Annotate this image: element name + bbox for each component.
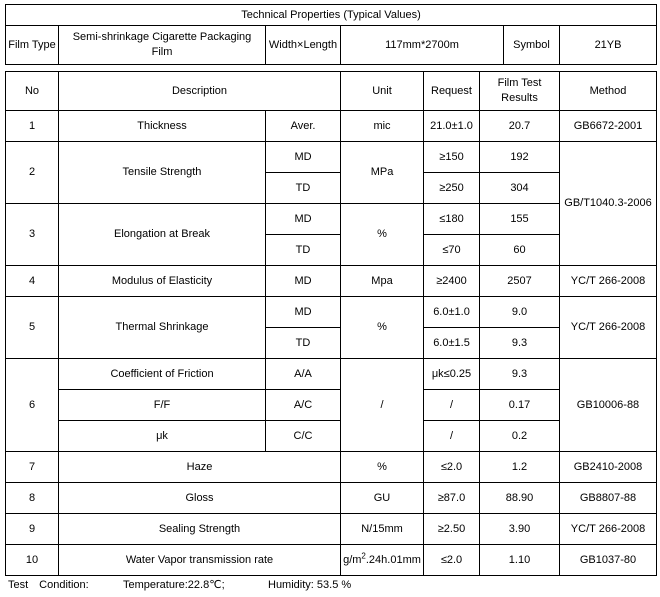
header-unit: Unit <box>341 72 424 111</box>
row-request: 21.0±1.0 <box>424 111 480 142</box>
row-request: / <box>424 390 480 421</box>
row-unit: N/15mm <box>341 514 424 545</box>
table-row <box>6 421 657 452</box>
row-result: 3.90 <box>480 514 560 545</box>
row-result: 88.90 <box>480 483 560 514</box>
row-result: 304 <box>480 173 560 204</box>
row-method: YC/T 266-2008 <box>560 514 657 545</box>
table-row <box>6 111 657 142</box>
row-request: ≥2.50 <box>424 514 480 545</box>
row-result: 1.10 <box>480 545 560 576</box>
properties-table <box>5 71 657 576</box>
row-method: GB/T1040.3-2006 <box>560 142 657 266</box>
header-results: Film Test Results <box>480 72 560 111</box>
table-row <box>6 266 657 297</box>
table-row <box>6 390 657 421</box>
row-sub: TD <box>266 328 341 359</box>
unit-exponent: 2 <box>361 550 366 560</box>
row-unit: GU <box>341 483 424 514</box>
row-method: GB10006-88 <box>560 359 657 452</box>
row-request: 6.0±1.0 <box>424 297 480 328</box>
row-method: GB2410-2008 <box>560 452 657 483</box>
row-description: μk <box>59 421 266 452</box>
row-result: 0.17 <box>480 390 560 421</box>
row-description: Elongation at Break <box>59 204 266 266</box>
row-unit: / <box>341 359 424 452</box>
table-row <box>6 359 657 390</box>
row-request: ≥150 <box>424 142 480 173</box>
row-sub: MD <box>266 204 341 235</box>
table-row <box>6 514 657 545</box>
row-result: 192 <box>480 142 560 173</box>
row-description: Modulus of Elasticity <box>59 266 266 297</box>
row-result: 2507 <box>480 266 560 297</box>
row-description: Gloss <box>59 483 341 514</box>
row-number: 4 <box>6 266 59 297</box>
row-unit <box>341 545 424 576</box>
row-request: ≤180 <box>424 204 480 235</box>
table-row <box>6 204 657 235</box>
row-description: Water Vapor transmission rate <box>59 545 341 576</box>
row-method: YC/T 266-2008 <box>560 266 657 297</box>
row-result: 9.0 <box>480 297 560 328</box>
row-number: 10 <box>6 545 59 576</box>
row-result: 9.3 <box>480 328 560 359</box>
header-no: No <box>6 72 59 111</box>
row-request: ≥87.0 <box>424 483 480 514</box>
film-type-label: Film Type <box>6 26 59 65</box>
header-info-table <box>5 4 657 65</box>
header-description: Description <box>59 72 341 111</box>
row-number: 7 <box>6 452 59 483</box>
row-sub: C/C <box>266 421 341 452</box>
dimension-label: Width×Length <box>266 26 341 65</box>
row-sub: MD <box>266 297 341 328</box>
row-method: YC/T 266-2008 <box>560 297 657 359</box>
temperature-value: Temperature:22.8℃; <box>123 579 225 591</box>
table-row <box>6 545 657 576</box>
row-sub: MD <box>266 142 341 173</box>
header-request: Request <box>424 72 480 111</box>
row-description: F/F <box>59 390 266 421</box>
row-request: ≥2400 <box>424 266 480 297</box>
test-condition-label: Test Condition: <box>8 579 89 591</box>
row-description: Sealing Strength <box>59 514 341 545</box>
table-row <box>6 297 657 328</box>
row-number: 8 <box>6 483 59 514</box>
row-number: 6 <box>6 359 59 452</box>
table-row <box>6 483 657 514</box>
row-number: 2 <box>6 142 59 204</box>
dimension-value: 117mm*2700m <box>341 26 504 65</box>
row-description: Haze <box>59 452 341 483</box>
row-sub: TD <box>266 235 341 266</box>
row-method: GB1037-80 <box>560 545 657 576</box>
row-description: Thermal Shrinkage <box>59 297 266 359</box>
row-request: / <box>424 421 480 452</box>
row-unit: % <box>341 452 424 483</box>
header-method: Method <box>560 72 657 111</box>
row-result: 1.2 <box>480 452 560 483</box>
row-request: ≥250 <box>424 173 480 204</box>
row-number: 9 <box>6 514 59 545</box>
row-number: 3 <box>6 204 59 266</box>
row-result: 60 <box>480 235 560 266</box>
row-sub: Aver. <box>266 111 341 142</box>
row-unit: % <box>341 297 424 359</box>
table-row <box>6 452 657 483</box>
symbol-label: Symbol <box>504 26 560 65</box>
row-result: 0.2 <box>480 421 560 452</box>
row-unit: Mpa <box>341 266 424 297</box>
table-row <box>6 142 657 173</box>
row-request: ≤70 <box>424 235 480 266</box>
row-number: 1 <box>6 111 59 142</box>
row-request: μk≤0.25 <box>424 359 480 390</box>
row-request: ≤2.0 <box>424 545 480 576</box>
film-type-value: Semi-shrinkage Cigarette Packaging Film <box>59 26 266 65</box>
row-unit: MPa <box>341 142 424 204</box>
row-description: Coefficient of Friction <box>59 359 266 390</box>
row-method: GB8807-88 <box>560 483 657 514</box>
row-sub: A/C <box>266 390 341 421</box>
row-number: 5 <box>6 297 59 359</box>
row-method: GB6672-2001 <box>560 111 657 142</box>
row-request: 6.0±1.5 <box>424 328 480 359</box>
row-result: 155 <box>480 204 560 235</box>
row-result: 20.7 <box>480 111 560 142</box>
row-result: 9.3 <box>480 359 560 390</box>
row-description: Thickness <box>59 111 266 142</box>
symbol-value: 21YB <box>560 26 657 65</box>
humidity-value: Humidity: 53.5 % <box>268 579 352 591</box>
unit-base: g/m <box>343 553 362 566</box>
row-sub: A/A <box>266 359 341 390</box>
row-unit: % <box>341 204 424 266</box>
row-sub: TD <box>266 173 341 204</box>
header-row <box>6 72 657 111</box>
table-title: Technical Properties (Typical Values) <box>6 5 657 26</box>
row-sub: MD <box>266 266 341 297</box>
row-unit: mic <box>341 111 424 142</box>
row-request: ≤2.0 <box>424 452 480 483</box>
row-description: Tensile Strength <box>59 142 266 204</box>
unit-tail: .24h.01mm <box>365 553 421 566</box>
